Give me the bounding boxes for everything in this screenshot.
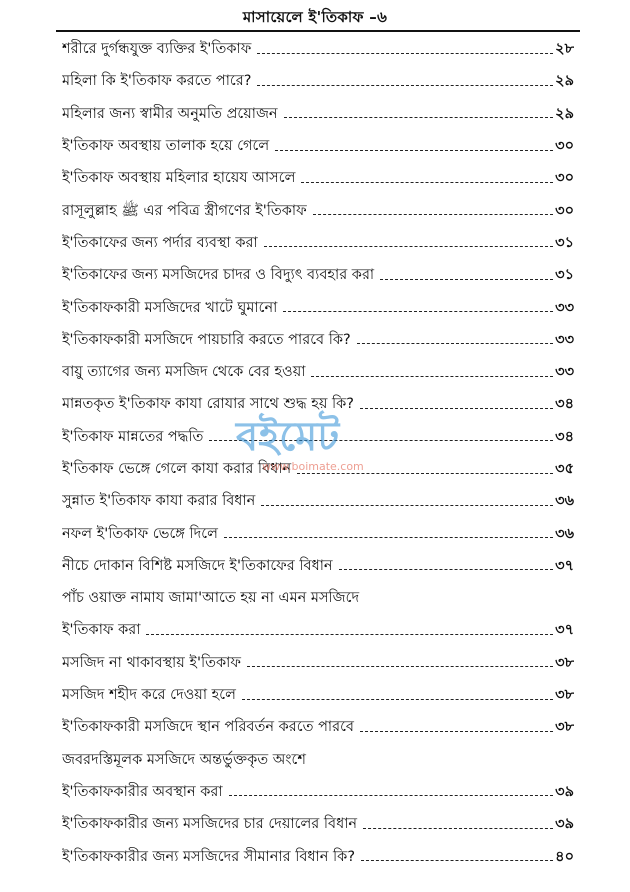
table-of-contents bbox=[62, 34, 574, 874]
toc-entry bbox=[62, 680, 574, 712]
toc-page-number: ৩৩ bbox=[555, 331, 574, 348]
toc-page-number: ৩০ bbox=[555, 202, 574, 219]
toc-leader bbox=[209, 440, 553, 441]
toc-entry-title: মসজিদ না থাকাবস্থায় ই'তিকাফ bbox=[62, 654, 241, 671]
toc-page-number: ৩৬ bbox=[555, 525, 574, 542]
toc-entry-title: শরীরে দুর্গন্ধযুক্ত ব্যক্তির ই'তিকাফ bbox=[62, 41, 252, 58]
toc-entry bbox=[62, 131, 574, 163]
toc-entry bbox=[62, 357, 574, 389]
toc-leader bbox=[313, 214, 553, 215]
toc-entry-title: মহিলা কি ই'তিকাফ করতে পারে? bbox=[62, 73, 252, 90]
toc-leader bbox=[146, 634, 553, 635]
toc-entry-title: ই'তিকাফের জন্য পর্দার ব্যবস্থা করা bbox=[62, 234, 258, 251]
watermark-text: বইমেট bbox=[236, 414, 340, 460]
toc-entry-title: ই'তিকাফকারী মসজিদের খাটে ঘুমানো bbox=[62, 299, 278, 316]
toc-page-number: ২৮ bbox=[555, 41, 574, 58]
toc-page-number: ৩৮ bbox=[555, 654, 574, 671]
toc-entry-title: ই'তিকাফ ভেঙ্গে গেলে কাযা করার বিধান bbox=[62, 461, 292, 477]
page-header: মাসায়েলে ই'তিকাফ –৬ bbox=[242, 8, 388, 26]
toc-entry-title: ই'তিকাফকারীর জন্য মসজিদের চার দেয়ালের বিধান bbox=[62, 816, 358, 833]
toc-entry bbox=[62, 163, 574, 195]
toc-entry bbox=[62, 583, 574, 615]
toc-page-number: ২৯ bbox=[555, 105, 574, 122]
watermark-url: www.boimate.com bbox=[262, 460, 364, 473]
toc-entry-title: ই'তিকাফকারীর অবস্থান করা bbox=[62, 783, 223, 800]
toc-page-number: ৩৯ bbox=[555, 783, 574, 800]
toc-leader bbox=[284, 117, 554, 118]
toc-entry-title: ই'তিকাফকারীর জন্য মসজিদের সীমানার বিধান কি? bbox=[62, 848, 356, 865]
toc-page-number: ৩৩ bbox=[555, 364, 574, 381]
toc-page-number: ৩৯ bbox=[555, 816, 574, 833]
toc-page-number: ৪০ bbox=[555, 848, 574, 865]
toc-page-number: ৩০ bbox=[555, 170, 574, 187]
toc-entry bbox=[62, 518, 574, 550]
toc-page-number: ৩৩ bbox=[555, 299, 574, 316]
toc-leader bbox=[275, 150, 553, 151]
toc-entry bbox=[62, 34, 574, 66]
toc-entry bbox=[62, 745, 574, 777]
toc-leader bbox=[363, 828, 553, 829]
toc-leader bbox=[301, 182, 553, 183]
header-rule bbox=[56, 30, 580, 32]
toc-entry bbox=[62, 228, 574, 260]
toc-entry bbox=[62, 389, 574, 421]
toc-leader bbox=[264, 246, 553, 247]
toc-page-number: ৩৪ bbox=[555, 396, 574, 413]
toc-leader bbox=[360, 408, 553, 409]
toc-entry bbox=[62, 841, 574, 873]
toc-entry bbox=[62, 325, 574, 357]
toc-page-number: ৩০ bbox=[555, 138, 574, 155]
toc-page-number: ৩৪ bbox=[555, 428, 574, 445]
toc-entry-title: ই'তিকাফকারী মসজিদে স্থান পরিবর্তন করতে পারবে bbox=[62, 719, 354, 736]
toc-entry bbox=[62, 809, 574, 841]
toc-leader bbox=[339, 569, 554, 570]
toc-leader bbox=[311, 376, 553, 377]
toc-entry bbox=[62, 712, 574, 744]
toc-entry-title: নীচে দোকান বিশিষ্ট মসজিদে ই'তিকাফের বিধান bbox=[62, 557, 333, 574]
toc-page-number: ২৯ bbox=[555, 73, 574, 90]
toc-entry-title: ই'তিকাফ অবস্থায় তালাক হয়ে গেলে bbox=[62, 138, 270, 155]
toc-entry bbox=[62, 648, 574, 680]
toc-entry-title: বায়ু ত্যাগের জন্য মসজিদ থেকে বের হওয়া bbox=[62, 364, 306, 381]
toc-leader bbox=[380, 279, 553, 280]
toc-entry bbox=[62, 777, 574, 809]
toc-page-number: ৩১ bbox=[555, 267, 574, 284]
toc-leader bbox=[224, 537, 553, 538]
toc-leader bbox=[297, 473, 553, 474]
toc-entry bbox=[62, 615, 574, 647]
toc-page-number: ৩১ bbox=[555, 234, 574, 251]
toc-page-number: ৩৮ bbox=[555, 687, 574, 704]
toc-entry bbox=[62, 99, 574, 131]
toc-entry-title: ই'তিকাফের জন্য মসজিদের চাদর ও বিদ্যুৎ ব্যবহার করা bbox=[62, 267, 375, 284]
toc-entry-title: মান্নতকৃত ই'তিকাফ কাযা রোযার সাথে শুদ্ধ হয় কি? bbox=[62, 396, 354, 413]
toc-entry-title: মহিলার জন্য স্বামীর অনুমতি প্রয়োজন bbox=[62, 105, 278, 122]
toc-entry bbox=[62, 260, 574, 292]
toc-leader bbox=[242, 699, 553, 700]
toc-page-number: ৩৭ bbox=[555, 622, 574, 639]
toc-entry-title: ই'তিকাফ করা bbox=[62, 622, 141, 639]
toc-entry-title: ই'তিকাফ মান্নতের পদ্ধতি bbox=[62, 428, 204, 445]
toc-page-number: ৩৭ bbox=[555, 557, 574, 574]
toc-page-number: ৩৬ bbox=[555, 493, 574, 510]
toc-entry-title: জবরদস্তিমূলক মসজিদে অন্তর্ভুক্তকৃত অংশে bbox=[62, 751, 306, 768]
toc-entry bbox=[62, 422, 574, 454]
toc-entry bbox=[62, 66, 574, 98]
toc-leader bbox=[257, 85, 553, 86]
toc-entry-title: ই'তিকাফকারী মসজিদে পায়চারি করতে পারবে কি? bbox=[62, 331, 351, 348]
toc-entry-title: পাঁচ ওয়াক্ত নামায জামা'আতে হয় না এমন মসজিদে bbox=[62, 590, 360, 607]
toc-entry-title: মসজিদ শহীদ করে দেওয়া হলে bbox=[62, 687, 236, 704]
toc-entry-title: রাসূলুল্লাহ ﷺ এর পবিত্র স্ত্রীগণের ই'তিকাফ bbox=[62, 202, 307, 219]
toc-entry bbox=[62, 292, 574, 324]
toc-entry bbox=[62, 551, 574, 583]
toc-entry bbox=[62, 486, 574, 518]
toc-leader bbox=[261, 505, 553, 506]
toc-page-number: ৩৮ bbox=[555, 719, 574, 736]
toc-page-number: ৩৫ bbox=[555, 461, 574, 477]
toc-leader bbox=[229, 795, 554, 796]
toc-leader bbox=[257, 53, 553, 54]
toc-leader bbox=[361, 860, 553, 861]
toc-leader bbox=[357, 343, 553, 344]
toc-entry-title: ই'তিকাফ অবস্থায় মহিলার হায়েয আসলে bbox=[62, 170, 296, 187]
toc-leader bbox=[283, 311, 553, 312]
toc-leader bbox=[247, 666, 553, 667]
toc-entry bbox=[62, 195, 574, 227]
toc-entry-title: সুন্নাত ই'তিকাফ কাযা করার বিধান bbox=[62, 493, 256, 510]
toc-leader bbox=[360, 731, 553, 732]
toc-entry-title: নফল ই'তিকাফ ভেঙ্গে দিলে bbox=[62, 525, 218, 542]
toc-entry bbox=[62, 454, 574, 486]
